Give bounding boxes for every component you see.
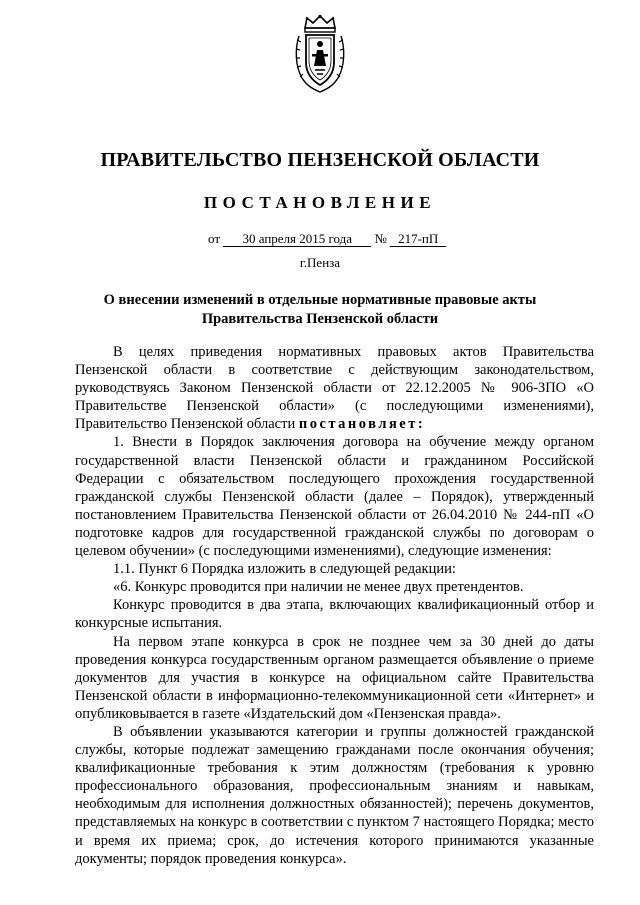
resolves-word: постановляет: (298, 416, 426, 433)
paragraph-item-1: 1. Внести в Порядок заключения договора на обучение между органом государственной власти Пензенской области и гражданином Российской Федерации с обязательством последующего прохождения государственной гражданской службы Пензенской области (далее – Порядок), утвержденный постановлением Правительства Пензенской области от 26.04.2010 № 244-пП «О подготовке кадров для государственной гражданской службы по договорам о целевом обучении» (с последующими изменениями), следующие изменения: (75, 434, 594, 560)
document-type-title: ПОСТАНОВЛЕНИЕ (203, 193, 437, 212)
date-prefix: от (208, 231, 221, 246)
city-line: г.Пенза (299, 255, 341, 270)
subject-line-1: О внесении изменений в отдельные нормативные правовые акты (103, 292, 537, 308)
document-body (75, 343, 594, 868)
document-date: 30 апреля 2015 года (223, 232, 371, 247)
coat-of-arms-emblem (293, 14, 347, 94)
paragraph-clause-6: «6. Конкурс проводится при наличии не менее двух претендентов. (113, 579, 524, 596)
paragraph-contest-stages: Конкурс проводится в два этапа, включающих квалификационный отбор и конкурсные испытания. (75, 597, 594, 632)
number-prefix: № (374, 231, 387, 246)
paragraph-first-stage: На первом этапе конкурса в срок не позднее чем за 30 дней до даты проведения конкурса государственным органом размещается объявление о приеме документов для участия в конкурсе на официальном сайте Правительства Пензенской области в информационно-телекоммуникационной сети «Интернет» и опубликовывается в газете «Издательский дом «Пензенская правда». (75, 633, 594, 722)
government-title: ПРАВИТЕЛЬСТВО ПЕНЗЕНСКОЙ ОБЛАСТИ (100, 149, 540, 171)
paragraph-preamble (75, 343, 594, 433)
document-number: 217-пП (390, 232, 446, 247)
date-number-line (208, 231, 446, 247)
paragraph-announcement: В объявлении указываются категории и группы должностей гражданской службы, которые подлежат замещению гражданами после окончания обучения; квалификационные требования к этим должностям (требования к уровню профессионального образования, профессиональным знаниям и навыкам, необходимым для исполнения должностных обязанностей); перечень документов, представляемых на конкурс в соответствии с пунктом 7 настоящего Порядка; место и время их приема; срок, до истечения которого принимаются указанные документы; порядок проведения конкурса». (75, 723, 594, 867)
preamble-text: В целях приведения нормативных правовых актов Правительства Пензенской области в соответствие с действующим законодательством, руководствуясь Законом Пензенской области от 22.12.2005 № 906-ЗПО «О Правительстве Пензенской области» (с последующими изменениями), Правительство Пензенской области (75, 344, 594, 433)
document-subject (60, 291, 580, 329)
paragraph-item-1-1: 1.1. Пункт 6 Порядка изложить в следующей редакции: (113, 561, 456, 578)
subject-line-2: Правительства Пензенской области (201, 311, 439, 327)
